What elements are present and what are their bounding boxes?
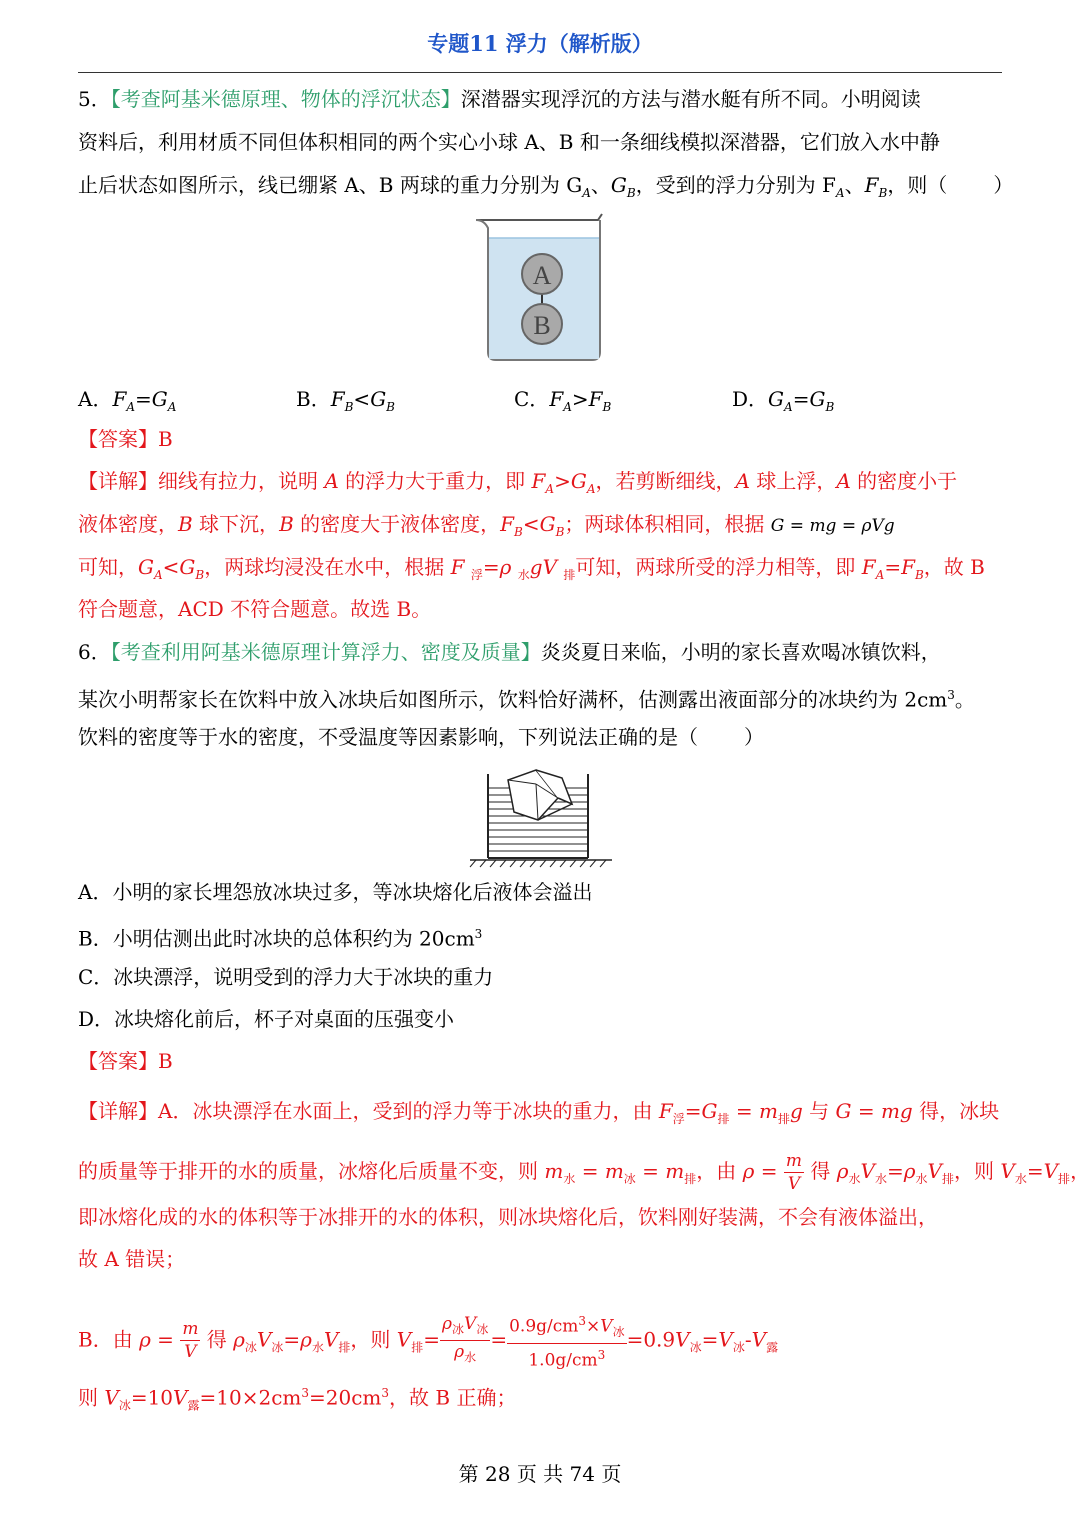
page-footer: 第 28 页 共 74 页 (458, 1462, 622, 1486)
q5-detail-line1: 【详解】细线有拉力，说明 A 的浮力大于重力，即 $F_A>G_A$，若剪断细线，A 球上浮，A 的密度小于 (78, 469, 958, 496)
q5-detail-line2: 液体密度，B 球下沉，B 的密度大于液体密度，$F_B<G_B$；两球体积相同，根据 G = mg = ρVg (78, 512, 895, 539)
q5-detail-line3: 可知，$G_A<G_B$，两球均浸没在水中，根据 F $_浮$=ρ $_水$gV $_排$可知，两球所受的浮力相等，即 $F_A=F_B$，故 B (78, 555, 985, 582)
q5-option-c: C．$F_A>F_B$ (514, 387, 612, 414)
q6-detail-a-line2: 的质量等于排开的水的质量，冰熔化后质量不变，则 $m_水 = m_冰 = m_排$，由 ρ = $\frac{m}{V}$ 得 $\rho_水V_水=\rho_水V_排$，则 $V_水=V_排$， (78, 1151, 1090, 1194)
q5-line2: 资料后，利用材质不同但体积相同的两个实心小球 A、B 和一条细线模拟深潜器，它们放入水中静 (78, 130, 940, 154)
q6-detail-b-line2: 则 $V_冰=10V_露=10\times 2cm^3=20cm^3$，故 B 正确； (78, 1385, 517, 1413)
q5-tag: 【考查阿基米德原理、物体的浮沉状态】 (110, 87, 461, 111)
q5-option-b: B．$F_B<G_B$ (296, 387, 395, 414)
q6-option-d: D．冰块熔化前后，杯子对桌面的压强变小 (78, 1007, 455, 1031)
q5-text1: 深潜器实现浮沉的方法与潜水艇有所不同。小明阅读 (460, 87, 921, 111)
beaker-figure (470, 212, 610, 364)
q6-line2: 某次小明帮家长在饮料中放入冰块后如图所示，饮料恰好满杯，估测露出液面部分的冰块约为 $2cm^3$。 (78, 687, 975, 712)
q5-number: 5． (78, 87, 111, 111)
q6-tag: 【考查利用阿基米德原理计算浮力、密度及质量】 (110, 640, 541, 664)
q6-option-a: A．小明的家长埋怨放冰块过多，等冰块熔化后液体会溢出 (78, 880, 593, 904)
q6-detail-a-line4: 故 A 错误； (78, 1247, 186, 1271)
ball-a-label: A (532, 261, 552, 290)
q5-option-a: A．$F_A=G_A$ (78, 387, 177, 414)
q6-option-b: B．小明估测出此时冰块的总体积约为 $20cm^3$ (78, 926, 483, 951)
q6-line3: 饮料的密度等于水的密度，不受温度等因素影响，下列说法正确的是（ ） (78, 725, 764, 749)
q5-line1 (78, 84, 921, 114)
q5-detail-line4: 符合题意，ACD 不符合题意。故选 B。 (78, 597, 432, 621)
page-header: 专题11 浮力（解析版） (78, 28, 1002, 73)
ice-cup-figure (466, 764, 616, 868)
ball-b-label: B (533, 311, 551, 340)
q6-line1: 6．【考查利用阿基米德原理计算浮力、密度及质量】炎炎夏日来临，小明的家长喜欢喝冰镇饮料， (78, 640, 941, 664)
q5-option-d: D．$G_A=G_B$ (732, 387, 835, 414)
q6-detail-b-line1: B．由 ρ = $\frac{m}{V}$ 得 $\rho_冰V_冰=\rho_水V_排$，则 $V_排=$ $\frac{\rho_冰V_冰}{\rho_水}$ = $\frac{0.9g/cm^3\times V_冰}{1.0g/cm^3}$ $=0.9V_冰=V_冰-V_露$ (78, 1310, 778, 1372)
q6-option-c: C．冰块漂浮，说明受到的浮力大于冰块的重力 (78, 965, 494, 989)
q5-line3: 止后状态如图所示，线已绷紧 A、B 两球的重力分别为 $G_A$、$G_B$，受到的浮力分别为 $F_A$、$F_B$，则（ ） (78, 173, 1014, 200)
q6-number: 6． (78, 640, 111, 664)
q6-detail-a-line3: 即冰熔化成的水的体积等于冰排开的水的体积，则冰块熔化后，饮料刚好装满，不会有液体溢出， (78, 1205, 938, 1229)
q5-answer: 【答案】B (78, 427, 173, 451)
q6-answer: 【答案】B (78, 1049, 173, 1073)
q6-detail-a-line1: 【详解】A．冰块漂浮在水面上，受到的浮力等于冰块的重力，由 $F_浮=G_排 = m_排g$ 与 G = mg 得，冰块 (78, 1099, 1000, 1126)
